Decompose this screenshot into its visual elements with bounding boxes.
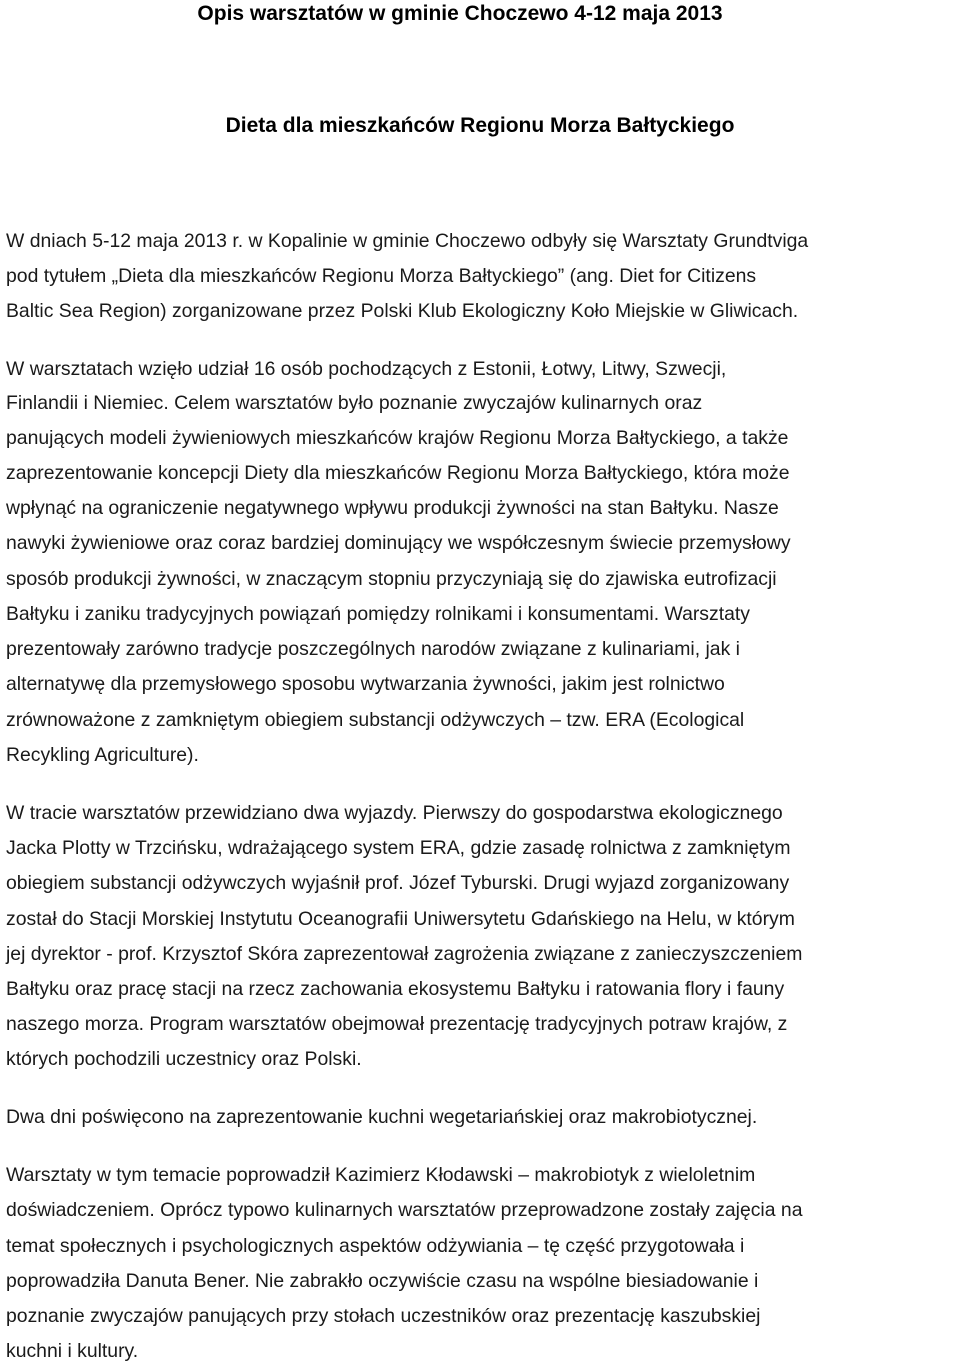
text-line: temat społecznych i psychologicznych aspektów odżywiania – tę część przygotowała i xyxy=(6,1235,745,1257)
text-line: Bałtyku oraz pracę stacji na rzecz zachowania ekosystemu Bałtyku i ratowania flory i fauny xyxy=(6,978,785,1000)
document-subtitle: Dieta dla mieszkańców Regionu Morza Bałtyckiego xyxy=(225,114,735,137)
text-line: Recykling Agriculture). xyxy=(6,744,199,766)
text-line: Finlandii i Niemiec. Celem warsztatów było poznanie zwyczajów kulinarnych oraz xyxy=(6,392,703,414)
text-line: naszego morza. Program warsztatów obejmował prezentację tradycyjnych potraw krajów, z xyxy=(6,1013,788,1035)
text-line: alternatywę dla przemysłowego sposobu wytwarzania żywności, jakim jest rolnictwo xyxy=(6,673,725,695)
text-line: W warsztatach wzięło udział 16 osób pochodzących z Estonii, Łotwy, Litwy, Szwecji, xyxy=(6,358,727,380)
text-line: których pochodzili uczestnicy oraz Polski. xyxy=(6,1048,362,1070)
text-line: Dwa dni poświęcono na zaprezentowanie kuchni wegetariańskiej oraz makrobiotycznej. xyxy=(6,1106,758,1128)
text-line: nawyki żywieniowe oraz coraz bardziej dominujący we współczesnym świecie przemysłowy xyxy=(6,532,791,554)
text-line: obiegiem substancji odżywczych wyjaśnił prof. Józef Tyburski. Drugi wyjazd zorganizowany xyxy=(6,872,790,894)
text-line: został do Stacji Morskiej Instytutu Oceanografii Uniwersytetu Gdańskiego na Helu, w którym xyxy=(6,908,795,930)
text-line: Bałtyku i zaniku tradycyjnych powiązań pomiędzy rolnikami i konsumentami. Warsztaty xyxy=(6,603,750,625)
text-line: Warsztaty w tym temacie poprowadził Kazimierz Kłodawski – makrobiotyk z wieloletnim xyxy=(6,1164,756,1186)
document-title: Opis warsztatów w gminie Choczewo 4-12 maja 2013 xyxy=(197,2,723,25)
text-line: prezentowały zarówno tradycje poszczególnych narodów związane z kulinariami, jak i xyxy=(6,638,740,660)
text-line: zrównoważone z zamkniętym obiegiem substancji odżywczych – tzw. ERA (Ecological xyxy=(6,709,745,731)
text-line: kuchni i kultury. xyxy=(6,1340,139,1362)
text-line: W dniach 5-12 maja 2013 r. w Kopalinie w gminie Choczewo odbyły się Warsztaty Grundtviga xyxy=(6,230,809,252)
text-line: poznanie zwyczajów panujących przy stołach uczestników oraz prezentację kaszubskiej xyxy=(6,1305,761,1327)
text-line: wpłynąć na ograniczenie negatywnego wpływu produkcji żywności na stan Bałtyku. Nasze xyxy=(6,497,779,519)
text-line: W tracie warsztatów przewidziano dwa wyjazdy. Pierwszy do gospodarstwa ekologicznego xyxy=(6,802,783,824)
text-line: Baltic Sea Region) zorganizowane przez Polski Klub Ekologiczny Koło Miejskie w Gliwicach. xyxy=(6,300,799,322)
text-line: jej dyrektor - prof. Krzysztof Skóra zaprezentował zagrożenia związane z zanieczyszczeniem xyxy=(6,943,803,965)
text-line: poprowadziła Danuta Bener. Nie zabrakło oczywiście czasu na wspólne biesiadowanie i xyxy=(6,1270,759,1292)
text-line: doświadczeniem. Oprócz typowo kulinarnych warsztatów przeprowadzone zostały zajęcia na xyxy=(6,1199,803,1221)
text-line: panujących modeli żywieniowych mieszkańców krajów Regionu Morza Bałtyckiego, a także xyxy=(6,427,789,449)
text-line: zaprezentowanie koncepcji Diety dla mieszkańców Regionu Morza Bałtyckiego, która może xyxy=(6,462,790,484)
text-line: Jacka Plotty w Trzcińsku, wdrażającego system ERA, gdzie zasadę rolnictwa z zamkniętym xyxy=(6,837,791,859)
text-line: sposób produkcji żywności, w znaczącym stopniu przyczyniają się do zjawiska eutrofizacji xyxy=(6,568,777,590)
text-line: pod tytułem „Dieta dla mieszkańców Regionu Morza Bałtyckiego” (ang. Diet for Citizens xyxy=(6,265,757,287)
